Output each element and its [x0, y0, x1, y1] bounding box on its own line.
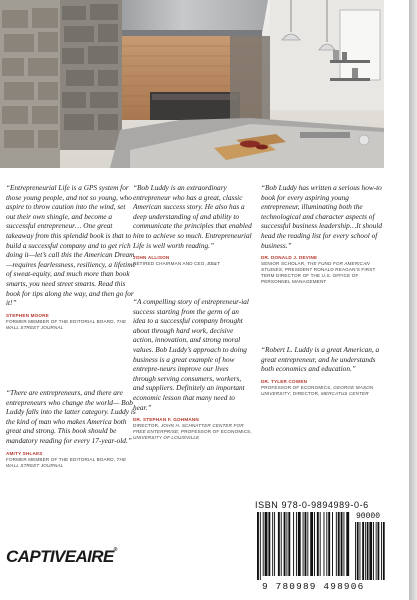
- quote-text: “There are entrepreneurs, and there are entrepreneurs who change the world— Bob Luddy falls into the latter category. Luddy is the kind of man who makes America both great and strong. This book should be mandatory reading for every 17-year-old.”: [6, 388, 136, 445]
- barcode-bar: [317, 512, 319, 576]
- quote-block-moore: [6, 183, 136, 331]
- barcode-bar: [326, 512, 327, 576]
- barcode-bar: [336, 512, 337, 576]
- barcode-bar: [343, 512, 344, 576]
- barcode-addon-bar: [362, 522, 364, 580]
- barcode-bar: [298, 512, 301, 576]
- quote-author: DR. STEPHAN F. GOHMANN: [133, 417, 199, 423]
- quote-author: STEPHEN MOORE: [6, 312, 49, 318]
- barcode-bar: [268, 512, 270, 576]
- barcode-addon-bar: [357, 522, 359, 580]
- barcode-addon-bar: [373, 522, 374, 580]
- barcode-bar: [272, 512, 273, 576]
- barcode-bar: [320, 512, 321, 576]
- barcode-bar: [288, 512, 290, 576]
- barcode-bar: [338, 512, 340, 576]
- barcode-digits: 9 780989 498906: [262, 581, 365, 592]
- quote-author: AMITY SHLAES: [6, 450, 43, 456]
- barcode-bar: [310, 512, 313, 576]
- quote-block-allison: [133, 183, 253, 267]
- barcode-bar: [265, 512, 268, 576]
- barcode-bar: [281, 512, 282, 576]
- quote-text: “Bob Luddy is an extraordinary entrepreneur who has a great, classic American success story. He also has a deep understanding of and ability to communicate the principles that enabled him to achieve so much. Entrepreneurial Life is well worth reading.”: [133, 183, 252, 250]
- barcode-bar: [278, 512, 280, 576]
- barcode-addon-bar: [367, 522, 369, 580]
- barcode-bar: [346, 512, 349, 576]
- quote-block-gohmann: [133, 297, 253, 441]
- barcode-addon-bar: [369, 522, 372, 580]
- barcode-bar: [257, 512, 259, 580]
- barcode-bar: [286, 512, 287, 576]
- quote-author-title: FORMER MEMBER OF THE EDITORIAL BOARD, THE WALL STREET JOURNAL: [6, 318, 127, 330]
- kitchen-photo: [0, 0, 384, 168]
- barcode-bar: [263, 512, 264, 576]
- barcode-bar: [324, 512, 325, 576]
- quote-author-title: FORMER MEMBER OF THE EDITORIAL BOARD, THE WALL STREET JOURNAL: [6, 456, 127, 468]
- quote-block-shlaes: [6, 388, 136, 469]
- quote-author: DR. DONALD J. DEVINE: [261, 255, 318, 261]
- barcode-bar: [274, 512, 275, 576]
- barcode-bar: [314, 512, 315, 576]
- barcode-bar: [341, 512, 343, 576]
- quote-text: “Entrepreneurial Life is a GPS system for those young people, and not so young, who aspire to throw caution into the wind, set out their own shingle, and become a successful entrepreneur… One great takeaway from this splendid book is that to build a successful company and to get rich doing it—let’s call this the American Dream—requires fearlessness, resiliency, a lifetime of sweat-equity, and much more than book smarts, you need street smarts. Read this book for tips along the way, and then go for it!”: [6, 183, 136, 308]
- barcode-bar: [307, 512, 308, 576]
- barcode-bar: [260, 512, 261, 580]
- quote-author-title: DIRECTOR, JOHN H. SCHNATTER CENTER FOR FREE ENTERPRISE; PROFESSOR OF ECONOMICS, UNIVERSITY OF LOUISVILLE: [133, 423, 252, 441]
- quote-text: “A compelling story of entrepreneur-ial success starting from the germ of an idea to a successful company brought about through hard work, decisive action, innovation, and strong moral values. Bob Luddy’s approach to doing business is a great example of how entrepre-neurs improve our lives through serving consumers, workers, and suppliers. Definitely an important economic lesson that many need to hear.”: [133, 297, 249, 412]
- barcode-addon-bar: [355, 522, 356, 580]
- barcode-addon-bar: [383, 522, 385, 580]
- quote-author-title: SENIOR SCHOLAR, THE FUND FOR AMERICAN STUDIES; PRESIDENT RONALD REAGAN’S FIRST TERM DIRECTOR OF THE U.S. OFFICE OF PERSONNEL MANAGEMENT: [261, 261, 376, 285]
- barcode-addon-bar: [381, 522, 382, 580]
- quote-block-cowen: [261, 345, 389, 397]
- barcode-addon-bar: [365, 522, 366, 580]
- quote-author-title: PROFESSOR OF ECONOMICS, GEORGE MASON UNIVERSITY; DIRECTOR, MERCATUS CENTER: [261, 384, 374, 396]
- quote-author-title: RETIRED CHAIRMAN AND CEO, BB&T: [133, 261, 220, 267]
- captiveaire-logo: CAPTIVEAIRE®: [6, 547, 117, 566]
- barcode-bar: [296, 512, 297, 576]
- barcode-bar: [332, 512, 333, 576]
- barcode: [253, 512, 386, 580]
- barcode-bar: [305, 512, 307, 576]
- quote-author: DR. TYLER COWEN: [261, 378, 308, 384]
- barcode-bar: [328, 512, 330, 576]
- barcode-bar: [284, 512, 286, 576]
- quote-block-devine: [261, 183, 389, 285]
- barcode-bar: [293, 512, 294, 576]
- barcode-addon-bar: [360, 522, 361, 580]
- quote-author: JOHN ALLISON: [133, 255, 170, 261]
- barcode-addon-bar: [378, 522, 380, 580]
- isbn-label: ISBN 978-0-9894989-0-6: [255, 500, 369, 510]
- page-edge-shadow: [409, 0, 417, 600]
- price-code: 90000: [356, 512, 381, 521]
- quote-text: “Robert L. Luddy is a great American, a great entrepreneur, and he understands both economics and education.”: [261, 345, 380, 374]
- quote-text: “Bob Luddy has written a serious how-to book for every aspiring young entrepreneur, illuminating both the technological and character aspects of successful business leadership…It should head the reading list for every school of business.”: [261, 183, 383, 250]
- barcode-addon-bar: [376, 522, 377, 580]
- barcode-bar: [303, 512, 304, 576]
